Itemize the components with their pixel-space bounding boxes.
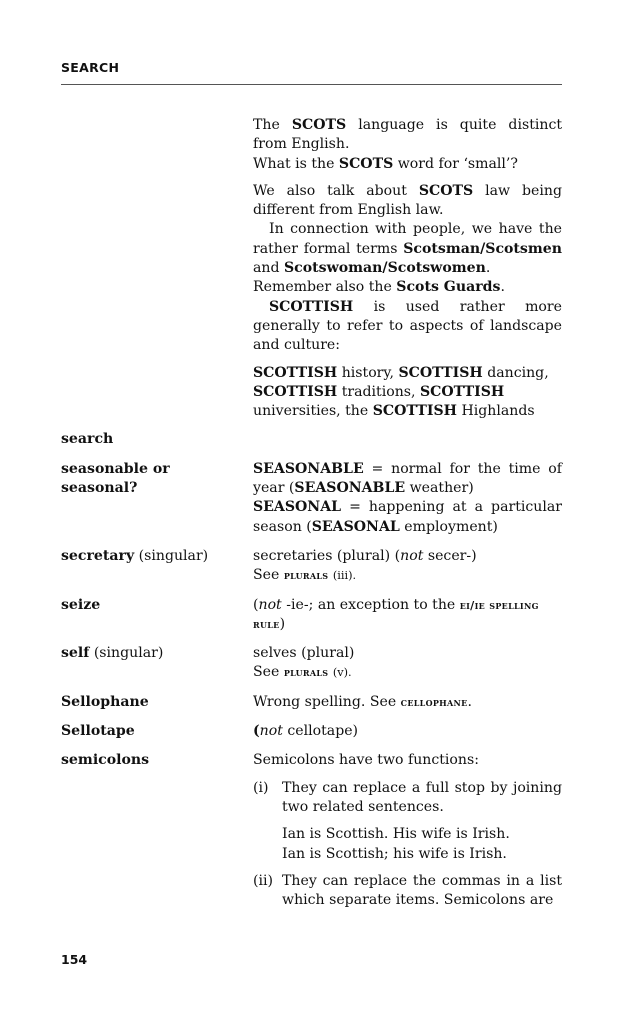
entry-sellophane	[61, 693, 562, 712]
text: law being different from English law.	[253, 182, 562, 219]
headword: secretary	[61, 547, 135, 564]
text: See	[253, 664, 280, 681]
text: not	[258, 596, 282, 613]
term-ref: Scotsman/Scotsmen	[403, 240, 562, 257]
example-line: Ian is Scottish; his wife is Irish.	[282, 845, 507, 862]
term-ref: SCOTTISH	[253, 364, 338, 381]
term-ref: SEASONABLE	[294, 480, 406, 497]
term-ref: SEASONAL	[311, 518, 400, 535]
text: traditions,	[341, 383, 416, 400]
text: word for ‘small’?	[397, 155, 518, 172]
text: Highlands	[461, 403, 535, 420]
text: selves (plural)	[253, 645, 355, 662]
definition	[253, 460, 562, 537]
headword-column	[61, 547, 253, 586]
definition	[253, 693, 562, 712]
entry-sellotape	[61, 722, 562, 741]
page-number: 154	[61, 952, 88, 967]
headword: seasonable or seasonal?	[61, 460, 170, 497]
headword: self	[61, 645, 90, 662]
headword-qualifier: (singular)	[93, 645, 164, 662]
headword-column	[61, 430, 253, 449]
text: )	[279, 615, 286, 632]
term-ref: SCOTS	[418, 182, 474, 199]
headword-column	[61, 751, 253, 910]
headword-qualifier: (singular)	[138, 547, 209, 564]
headword: Sellotape	[61, 723, 135, 740]
entry-self	[61, 644, 562, 683]
term-ref: SEASONABLE	[253, 460, 364, 477]
entry-seize	[61, 596, 562, 635]
definition	[253, 116, 562, 421]
text: employment)	[404, 518, 498, 535]
item-number: (ii)	[253, 872, 274, 889]
text: What is the	[253, 155, 335, 172]
text: We also talk about	[253, 182, 407, 199]
text: not	[400, 547, 424, 564]
text: Semicolons have two functions:	[253, 752, 479, 769]
text: In connection with people, we have the rather formal terms	[253, 221, 562, 257]
header-rule	[61, 84, 562, 85]
definition	[253, 644, 562, 683]
term-ref: SCOTS	[338, 155, 394, 172]
term-ref: Scotswoman/Scotswomen	[284, 260, 486, 277]
text: cellotape)	[287, 723, 359, 740]
entry-search	[61, 430, 562, 449]
entry-scots-continued	[61, 116, 562, 421]
cross-reference: plurals	[283, 568, 329, 583]
text: is used rather more generally to refer to aspects of landscape and culture:	[253, 298, 562, 354]
term-ref: SCOTTISH	[419, 383, 505, 400]
cross-reference: plurals	[283, 665, 329, 680]
text: .	[485, 260, 491, 277]
text: dancing,	[487, 364, 549, 381]
text: language is quite distinct from English.	[253, 117, 562, 153]
numbered-item	[253, 779, 562, 818]
text: Wrong spelling. See	[253, 693, 397, 710]
headword-column	[61, 644, 253, 683]
text: = normal for the time of year (	[253, 460, 562, 497]
cross-reference: cellophane	[400, 694, 468, 709]
item-number: (i)	[253, 779, 269, 796]
text: and	[253, 260, 280, 277]
text: (	[253, 596, 259, 613]
item-text: They can replace the commas in a list which separate items. Semicolons are	[282, 872, 562, 909]
example-line: Ian is Scottish. His wife is Irish.	[282, 826, 510, 843]
dictionary-content	[61, 116, 562, 910]
term-ref: Scots Guards	[396, 279, 501, 296]
entry-seasonable	[61, 460, 562, 537]
term-ref: SCOTS	[291, 117, 347, 133]
headword: search	[61, 431, 114, 448]
text: history,	[341, 364, 394, 381]
example-block	[253, 825, 562, 864]
text: -ie-; an exception to the	[286, 596, 456, 613]
text: secer-)	[427, 547, 477, 564]
headword: semicolons	[61, 752, 150, 769]
text: (	[253, 723, 260, 740]
entry-semicolons	[61, 751, 562, 910]
text: (iii).	[332, 569, 357, 583]
term-ref: SEASONAL	[253, 499, 342, 516]
numbered-item	[253, 872, 562, 911]
text: Remember also the	[253, 279, 392, 296]
text: = happening at a particular season (	[253, 499, 563, 535]
text: The	[253, 117, 280, 133]
entry-secretary	[61, 547, 562, 586]
text: secretaries (plural) (	[253, 547, 401, 564]
text: .	[500, 279, 505, 296]
headword: seize	[61, 596, 101, 613]
definition	[253, 430, 562, 449]
term-ref: SCOTTISH	[372, 403, 457, 420]
headword-column	[61, 693, 253, 712]
definition	[253, 547, 562, 586]
definition	[253, 722, 562, 741]
cross-reference: ei/ie spelling rule	[253, 597, 539, 631]
headword-column	[61, 116, 253, 421]
running-head: SEARCH	[61, 60, 120, 75]
text: not	[259, 723, 283, 740]
term-ref: SCOTTISH	[269, 298, 354, 315]
item-text: They can replace a full stop by joining two related sentences.	[282, 779, 562, 815]
term-ref: SCOTTISH	[253, 383, 338, 400]
text: See	[253, 567, 280, 584]
headword-column	[61, 460, 253, 537]
text: .	[467, 693, 473, 710]
term-ref: SCOTTISH	[398, 364, 483, 381]
text: universities, the	[253, 403, 369, 420]
definition	[253, 751, 562, 910]
headword-column	[61, 596, 253, 635]
text: weather)	[409, 480, 474, 497]
headword-column	[61, 722, 253, 741]
headword: Sellophane	[61, 693, 149, 710]
definition	[253, 596, 562, 635]
text: (v).	[332, 666, 352, 680]
